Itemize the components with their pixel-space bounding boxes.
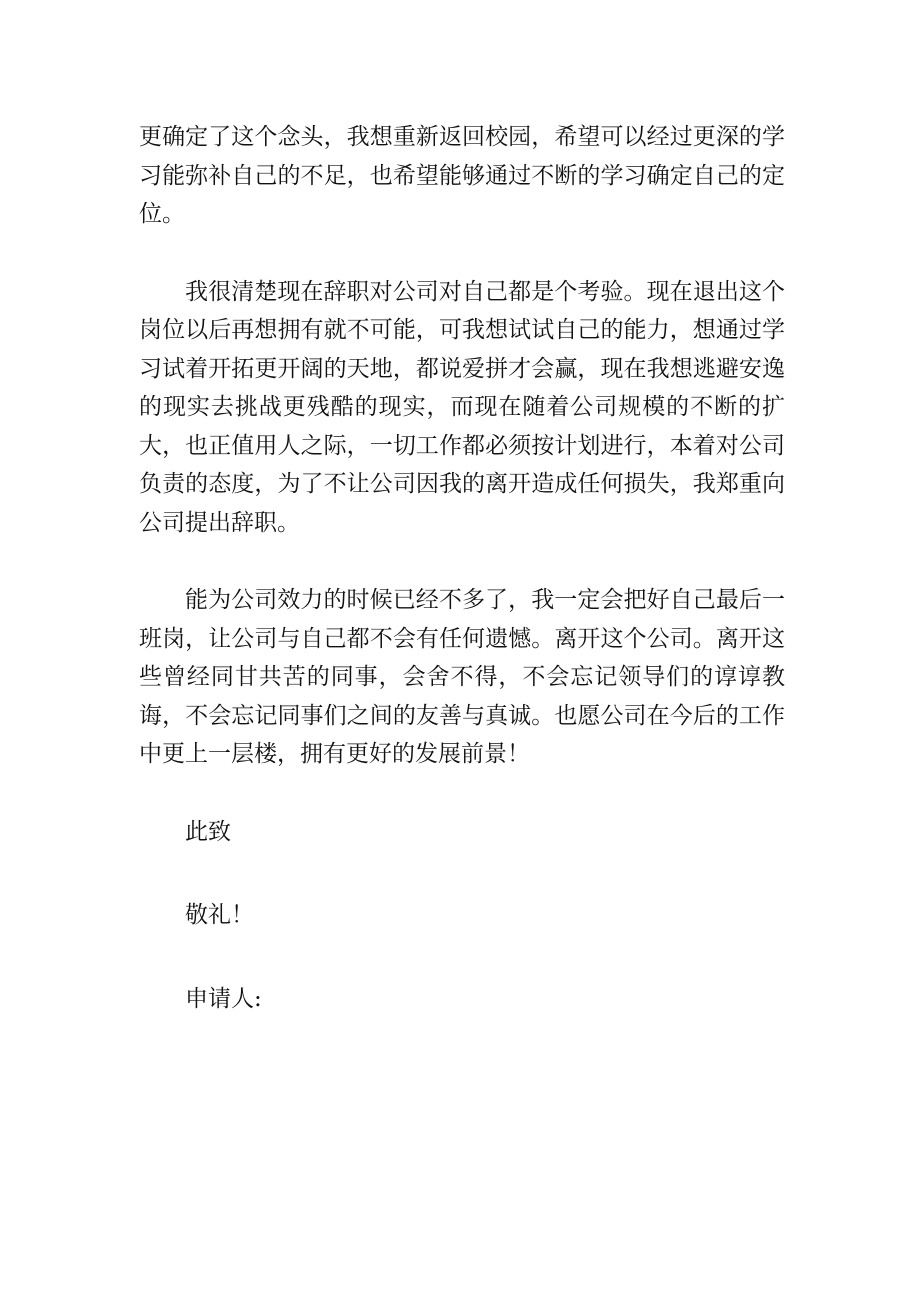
closing-salutation: 此致 [185, 818, 231, 845]
paragraph-farewell: 能为公司效力的时候已经不多了，我一定会把好自己最后一班岗，让公司与自己都不会有任何遗憾。离开这个公司。离开这些曾经同甘共苦的同事，会舍不得，不会忘记领导们的谆谆教诲，不会忘记同事们之间的友善与真诚。也愿公司在今后的工作中更上一层楼，拥有更好的发展前景！ [139, 587, 785, 767]
paragraph-continuation: 更确定了这个念头，我想重新返回校园，希望可以经过更深的学习能弥补自己的不足，也希望能够通过不断的学习确定自己的定位。 [139, 124, 785, 227]
document-body [139, 118, 785, 1018]
paragraph-resignation-reason: 我很清楚现在辞职对公司对自己都是个考验。现在退出这个岗位以后再想拥有就不可能，可我想试试自己的能力，想通过学习试着开拓更开阔的天地，都说爱拼才会赢，现在我想逃避安逸的现实去挑战更残酷的现实，而现在随着公司规模的不断的扩大，也正值用人之际，一切工作都必须按计划进行，本着对公司负责的态度，为了不让公司因我的离开造成任何损失，我郑重向公司提出辞职。 [139, 278, 785, 536]
applicant-label: 申请人: [185, 985, 262, 1012]
closing-regards: 敬礼！ [185, 902, 254, 928]
